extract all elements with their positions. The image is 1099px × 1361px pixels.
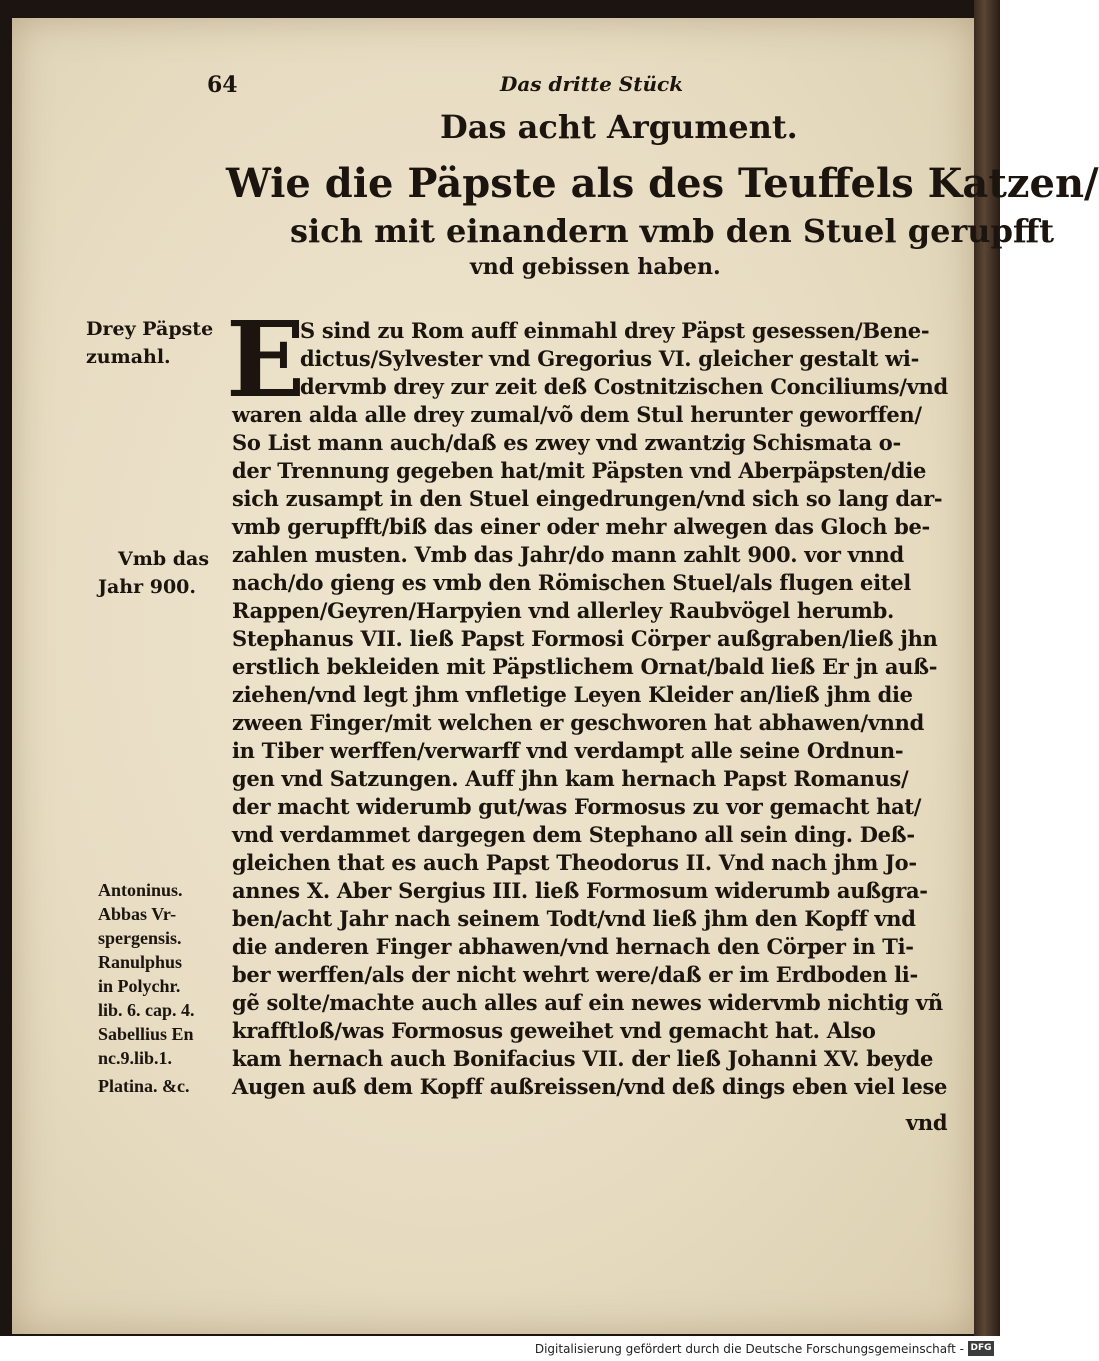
body-line: annes X. Aber Sergius III. ließ Formosum widerumb außgra- [232,878,928,903]
drop-cap-initial: E [226,298,306,421]
body-line: der macht widerumb gut/was Formosus zu vor gemacht hat/ [232,794,922,819]
citation-line: Ranulphus [98,952,183,972]
body-line: S sind zu Rom auff einmahl drey Päpst gesessen/Bene- [300,318,930,343]
body-line: kam hernach auch Bonifacius VII. der ließ Johanni XV. beyde [232,1046,934,1071]
margin-note-line: Jahr 900. [98,576,197,598]
dfg-logo: DFG [968,1341,994,1356]
citation-line: Abbas Vr- [98,904,177,924]
body-line: zween Finger/mit welchen er geschworen hat abhawen/vnnd [232,710,924,735]
argument-heading: Das acht Argument. [440,108,798,146]
body-line: der Trennung gegeben hat/mit Päpsten vnd Aberpäpsten/die [232,458,927,483]
page-number: 64 [207,72,238,98]
body-line: waren alda alle drey zumal/võ dem Stul herunter geworffen/ [232,402,922,427]
body-line: zahlen musten. Vmb das Jahr/do mann zahlt 900. vor vnnd [232,542,904,567]
body-line: dictus/Sylvester vnd Gregorius VI. gleicher gestalt wi- [300,346,919,371]
margin-note-line: Drey Päpste [86,318,214,340]
margin-note-line: Vmb das [118,548,210,570]
body-line: ben/acht Jahr nach seinem Todt/vnd ließ jhm den Kopff vnd [232,906,916,931]
citation-line: spergensis. [98,928,182,948]
body-line: Stephanus VII. ließ Papst Formosi Cörper außgraben/ließ jhn [232,626,938,651]
chapter-title-line: Wie die Päpste als des Teuffels Katzen/ [226,160,1099,207]
body-line: gleichen that es auch Papst Theodorus II. Vnd nach jhm Jo- [232,850,917,875]
body-line: gen vnd Satzungen. Auff jhn kam hernach Papst Romanus/ [232,766,909,791]
body-line: nach/do gieng es vmb den Römischen Stuel/als flugen eitel [232,570,911,595]
body-line: vnd verdammet dargegen dem Stephano all sein ding. Deß- [232,822,915,847]
body-line: So List mann auch/daß es zwey vnd zwantzig Schismata o- [232,430,901,455]
citation-line: Sabellius En [98,1024,194,1044]
body-line: ber werffen/als der nicht wehrt were/daß er im Erdboden li- [232,962,918,987]
body-line: Augen auß dem Kopff außreissen/vnd deß dings eben viel lese [232,1074,948,1099]
margin-note-line: zumahl. [86,346,171,368]
citation-line: Antoninus. [98,880,183,900]
body-line: sich zusampt in den Stuel eingedrungen/vnd sich so lang dar- [232,486,943,511]
chapter-title-line: sich mit einandern vmb den Stuel gerupfft [290,212,1054,250]
citation-line: in Polychr. [98,976,181,996]
body-line: krafftloß/was Formosus geweihet vnd gemacht hat. Also [232,1018,876,1043]
body-line: erstlich bekleiden mit Päpstlichem Ornat/bald ließ Er jn auß- [232,654,938,679]
body-line: die anderen Finger abhawen/vnd hernach den Cörper in Ti- [232,934,914,959]
citation-line: lib. 6. cap. 4. [98,1000,195,1020]
citation-line: nc.9.lib.1. [98,1048,173,1068]
chapter-title-line: vnd gebissen haben. [470,254,721,280]
body-line: dervmb drey zur zeit deß Costnitzischen Conciliums/vnd [300,374,948,399]
body-line: gẽ solte/machte auch alles auf ein newes widervmb nichtig vñ [232,990,943,1015]
citation-line: Platina. &c. [98,1076,190,1096]
catchword: vnd [906,1110,948,1135]
footer-credit: Digitalisierung gefördert durch die Deutsche Forschungsgemeinschaft - [534,1342,964,1356]
body-line: Rappen/Geyren/Harpyien vnd allerley Raubvögel herumb. [232,598,894,623]
body-line: in Tiber werffen/verwarff vnd verdampt alle seine Ordnun- [232,738,904,763]
body-line: vmb gerupfft/biß das einer oder mehr alwegen das Gloch be- [232,514,930,539]
body-line: ziehen/vnd legt jhm vnfletige Leyen Kleider an/ließ jhm die [232,682,913,707]
running-head: Das dritte Stück [500,72,684,96]
